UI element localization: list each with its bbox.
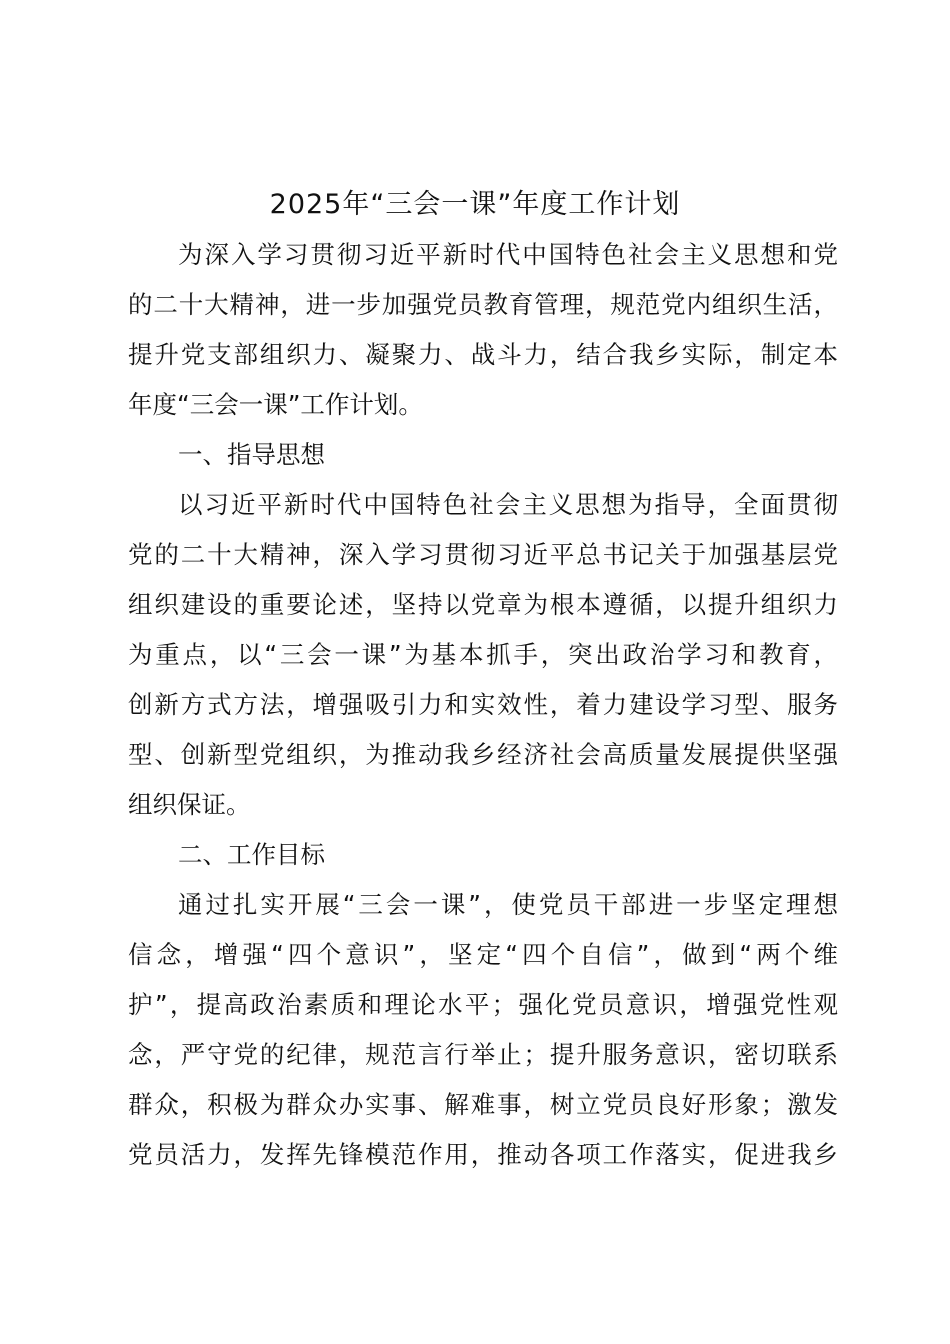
paragraph-2-line: 组织保证。 (128, 790, 251, 819)
paragraph-2-line: 型、创新型党组织，为推动我乡经济社会高质量发展提供坚强 (128, 740, 838, 769)
paragraph-3-line: 护”，提高政治素质和理论水平；强化党员意识，增强党性观 (128, 990, 838, 1019)
document-title: 2025年“三会一课”年度工作计划 (269, 189, 681, 220)
paragraph-1-line: 为深入学习贯彻习近平新时代中国特色社会主义思想和党 (178, 240, 838, 269)
paragraph-2-line: 为重点，以“三会一课”为基本抓手，突出政治学习和教育， (128, 640, 838, 669)
paragraph-2-line: 以习近平新时代中国特色社会主义思想为指导，全面贯彻 (178, 490, 838, 519)
section-heading-guiding-ideology: 一、指导思想 (178, 440, 325, 469)
paragraph-3-line: 群众，积极为群众办实事、解难事，树立党员良好形象；激发 (128, 1090, 838, 1119)
paragraph-3-line: 念，严守党的纪律，规范言行举止；提升服务意识，密切联系 (128, 1040, 838, 1069)
paragraph-3-line: 党员活力，发挥先锋模范作用，推动各项工作落实，促进我乡 (128, 1140, 838, 1169)
section-heading-work-goals: 二、工作目标 (178, 840, 325, 869)
paragraph-2-line: 创新方式方法，增强吸引力和实效性，着力建设学习型、服务 (128, 690, 838, 719)
paragraph-1-line: 的二十大精神，进一步加强党员教育管理，规范党内组织生活， (128, 290, 838, 319)
paragraph-2-line: 组织建设的重要论述，坚持以党章为根本遵循，以提升组织力 (128, 590, 838, 619)
paragraph-2-line: 党的二十大精神，深入学习贯彻习近平总书记关于加强基层党 (128, 540, 838, 569)
paragraph-1-line: 提升党支部组织力、凝聚力、战斗力，结合我乡实际，制定本 (128, 340, 838, 369)
paragraph-1-line: 年度“三会一课”工作计划。 (128, 390, 423, 419)
paragraph-3-line: 通过扎实开展“三会一课”，使党员干部进一步坚定理想 (178, 890, 838, 919)
paragraph-3-line: 信念，增强“四个意识”，坚定“四个自信”，做到“两个维 (128, 940, 838, 969)
